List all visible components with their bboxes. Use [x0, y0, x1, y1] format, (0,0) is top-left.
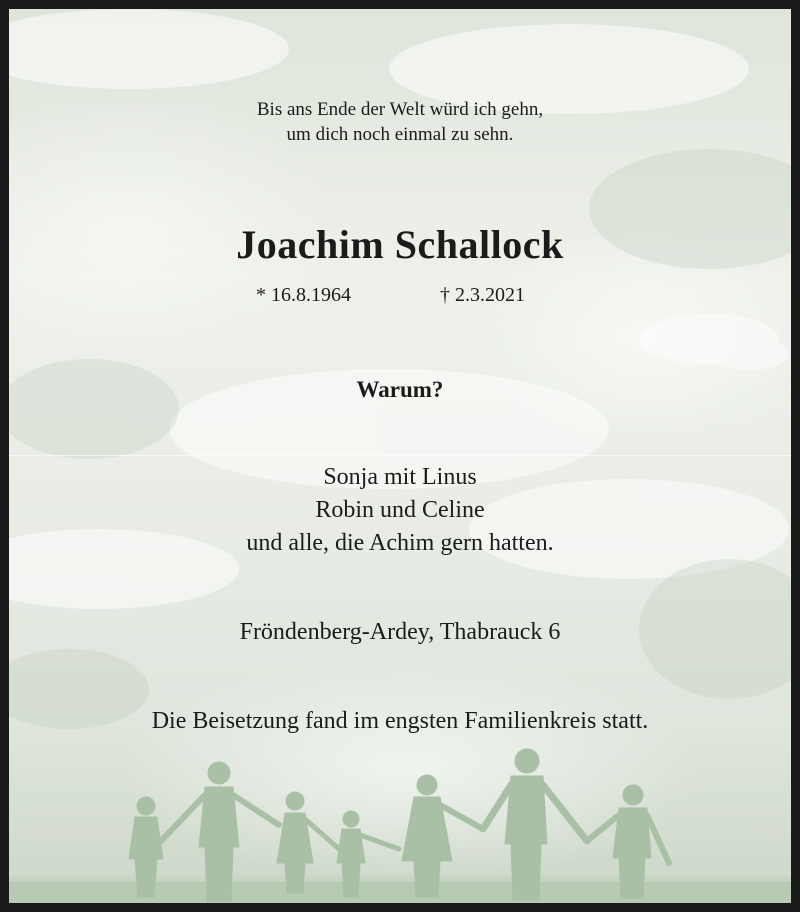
mourners-line-1: Sonja mit Linus: [323, 464, 477, 490]
question-heading: Warum?: [356, 377, 444, 402]
birth-date: * 16.8.1964: [256, 284, 351, 306]
family-silhouette-image: [9, 743, 791, 903]
quote-line-1: Bis ans Ende der Welt würd ich gehn,: [256, 99, 544, 120]
fold-line: [9, 455, 791, 456]
mourners-line-2: Robin und Celine: [315, 497, 485, 523]
mourners-line-3: und alle, die Achim gern hatten.: [246, 530, 554, 556]
memorial-quote: [9, 97, 791, 147]
funeral-note: Die Beisetzung fand im engsten Familienkreis statt.: [151, 708, 649, 734]
deceased-name: Joachim Schallock: [236, 222, 564, 267]
mourners-list: [9, 461, 791, 560]
death-date: † 2.3.2021: [440, 284, 525, 306]
quote-line-2: um dich noch einmal zu sehn.: [286, 124, 514, 145]
address: Fröndenberg-Ardey, Thabrauck 6: [239, 619, 561, 645]
